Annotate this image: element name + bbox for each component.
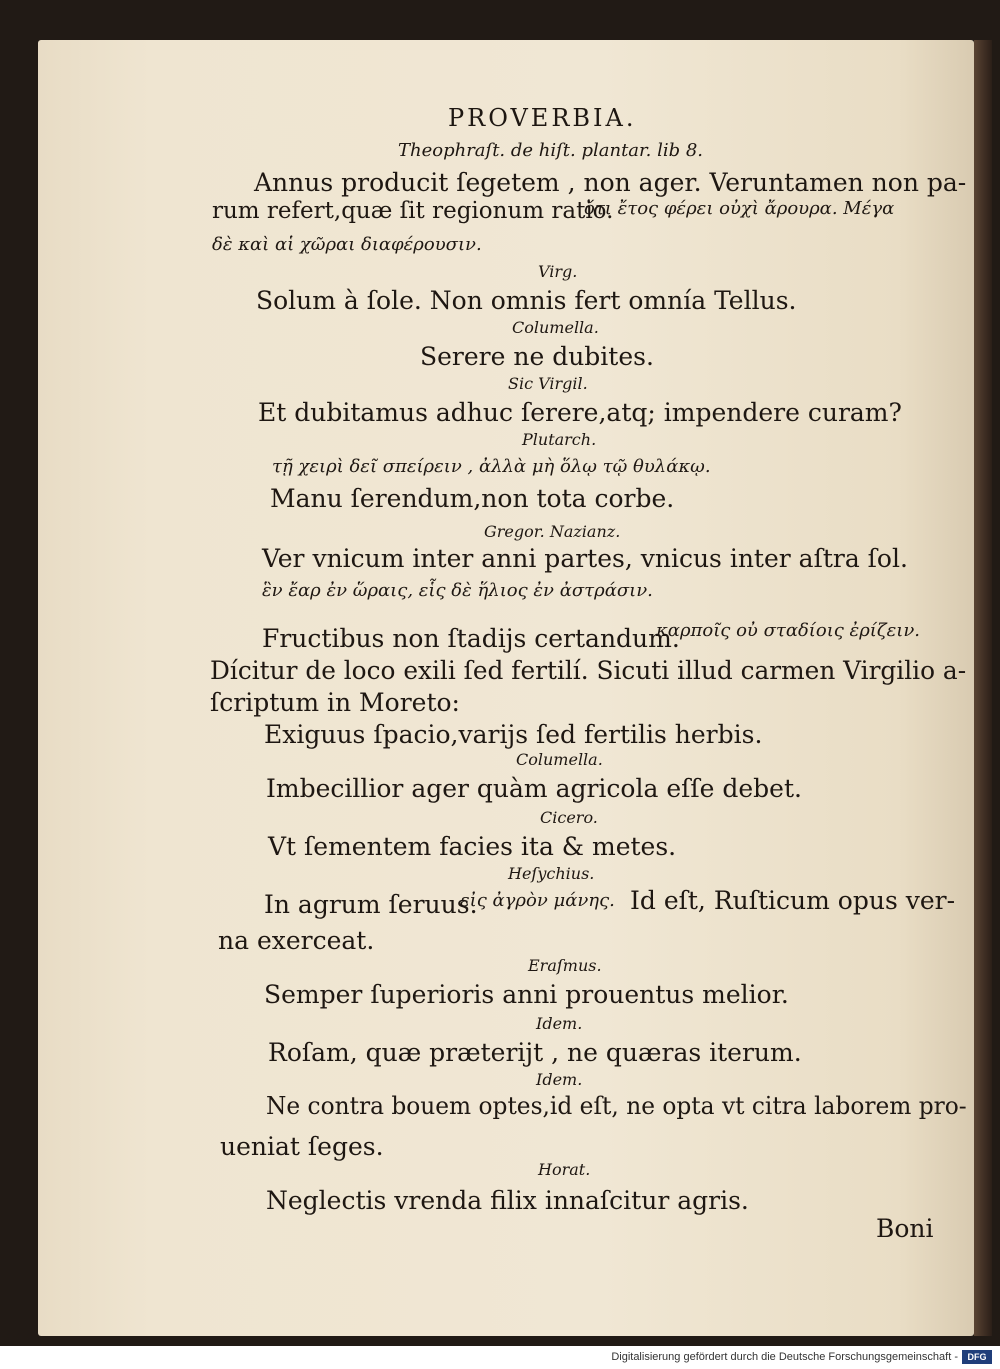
footer-credit: Digitalisierung gefördert durch die Deutsche Forschungsgemeinschaft - (611, 1351, 958, 1363)
text-line: Imbecillior ager quàm agricola eſſe debet. (266, 774, 802, 803)
source-citation: Columella. (512, 318, 599, 337)
greek-line: ἓν ἔαρ ἐν ὥραις, εἷς δὲ ἥλιος ἐν ἀστράσιν. (262, 580, 653, 601)
text-line: na exerceat. (218, 926, 375, 955)
footer-bar (0, 1346, 1000, 1369)
text-line: ſcriptum in Moreto: (210, 688, 460, 717)
text-line: Serere ne dubites. (420, 342, 654, 371)
text-line: Solum à ſole. Non omnis fert omnía Tellus. (256, 286, 797, 315)
text-line: Fructibus non ſtadijs certandum. (262, 624, 680, 653)
text-line: Annus producit ſegetem , non ager. Veruntamen non pa- (254, 168, 967, 197)
greek-line: καρποῖς οὐ σταδίοις ἐρίζειν. (656, 620, 920, 641)
text-line: rum refert,quæ ſit regionum ratio. (212, 198, 614, 224)
source-citation: Plutarch. (522, 430, 597, 449)
source-citation: Theophraſt. de hiſt. plantar. lib 8. (398, 140, 704, 161)
book-page (38, 40, 974, 1336)
text-line: Semper ſuperioris anni prouentus melior. (264, 980, 789, 1009)
greek-line: τῇ χειρὶ δεῖ σπείρειν , ἀλλὰ μὴ ὅλῳ τῷ θυλάκῳ. (272, 456, 711, 477)
text-line: Ne contra bouem optes,id eſt, ne opta vt citra laborem pro- (266, 1092, 967, 1120)
source-citation: Idem. (536, 1070, 583, 1089)
text-line: ueniat ſeges. (220, 1132, 384, 1161)
greek-line: εἰς ἀγρὸν μάνης. (460, 890, 615, 911)
source-citation: Idem. (536, 1014, 583, 1033)
book-gutter (974, 40, 992, 1336)
source-citation: Gregor. Nazianz. (484, 522, 621, 541)
dfg-logo-icon: DFG (962, 1350, 992, 1364)
source-citation: Virg. (538, 262, 578, 281)
greek-line: ὅτι ἔτος φέρει οὐχὶ ἄρουρα. Μέγα (584, 198, 895, 219)
text-line: Exiguus ſpacio,varijs ſed fertilis herbis. (264, 720, 763, 749)
text-line: Vt ſementem facies ita & metes. (268, 832, 677, 861)
text-line: Manu ſerendum,non tota corbe. (270, 484, 675, 513)
text-line: In agrum ſeruus. (264, 890, 478, 919)
text-line: Neglectis vrenda filix innaſcitur agris. (266, 1186, 749, 1215)
text-line: Et dubitamus adhuc ſerere,atq; impendere curam? (258, 398, 902, 427)
source-citation: Columella. (516, 750, 603, 769)
source-citation: Cicero. (540, 808, 598, 827)
text-line: Roſam, quæ præterijt , ne quæras iterum. (268, 1038, 802, 1067)
greek-line: δὲ καὶ αἱ χῶραι διαφέρουσιν. (212, 234, 482, 255)
source-citation: Horat. (538, 1160, 591, 1179)
text-line: Ver vnicum inter anni partes, vnicus inter aſtra ſol. (262, 544, 908, 573)
source-citation: Eraſmus. (528, 956, 602, 975)
text-line: Dícitur de loco exili ſed fertilí. Sicuti illud carmen Virgilio a- (210, 656, 967, 685)
running-header: PROVERBIA. (448, 104, 637, 132)
text-line: Id eſt, Ruſticum opus ver- (630, 886, 956, 915)
catchword: Boni (876, 1214, 934, 1243)
source-citation: Sic Virgil. (508, 374, 588, 393)
source-citation: Heſychius. (508, 864, 595, 883)
